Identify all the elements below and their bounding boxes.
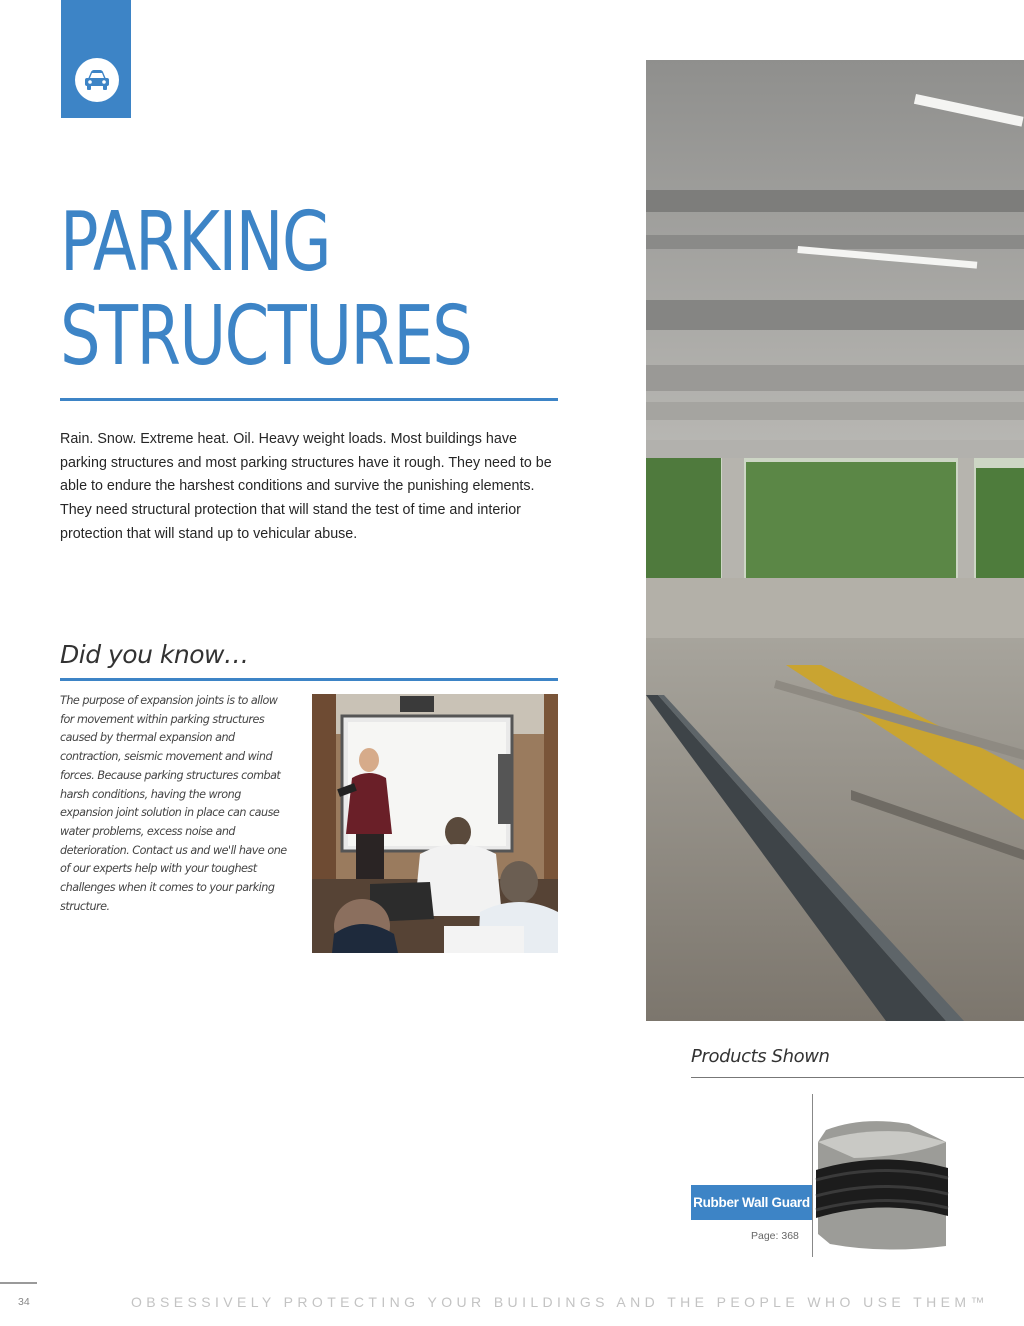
products-heading: Products Shown	[691, 1046, 830, 1067]
page-title	[60, 196, 471, 384]
title-divider	[60, 398, 558, 401]
product-label[interactable]: Rubber Wall Guard	[691, 1185, 812, 1220]
footer-rule	[0, 1282, 37, 1284]
did-you-know-heading: Did you know…	[60, 640, 249, 669]
footer-tagline: OBSESSIVELY PROTECTING YOUR BUILDINGS AND THE PEOPLE WHO USE THEM™	[131, 1294, 989, 1310]
did-you-know-divider	[60, 678, 558, 681]
icon-badge	[75, 58, 119, 102]
car-icon	[83, 69, 111, 91]
classroom-photo	[312, 694, 558, 953]
did-you-know-body: The purpose of expansion joints is to allow for movement within parking structures caused by thermal expansion and contraction, seismic movement and wind forces. Because parking structures combat harsh conditions, having the wrong expansion joint solution in place can cause water problems, excess noise and deterioration. Contact us and we'll have one of our experts help with your toughest challenges when it comes to your parking structure.	[60, 694, 287, 913]
title-line-2: STRUCTURES	[60, 289, 472, 384]
category-tab	[61, 0, 131, 118]
product-divider-line	[812, 1094, 813, 1257]
product-page-ref: Page: 368	[751, 1230, 799, 1242]
page-number: 34	[18, 1296, 30, 1308]
rubber-wall-guard-image	[814, 1118, 949, 1250]
intro-paragraph: Rain. Snow. Extreme heat. Oil. Heavy weight loads. Most buildings have parking structures and most parking structures have it rough. They need to be able to endure the harshest conditions and survive the punishing elements. They need structural protection that will stand the test of time and interior protection that will stand up to vehicular abuse.	[60, 431, 552, 542]
products-divider	[691, 1077, 1024, 1078]
title-line-1: PARKING	[60, 195, 330, 290]
parking-garage-photo	[646, 60, 1024, 1021]
